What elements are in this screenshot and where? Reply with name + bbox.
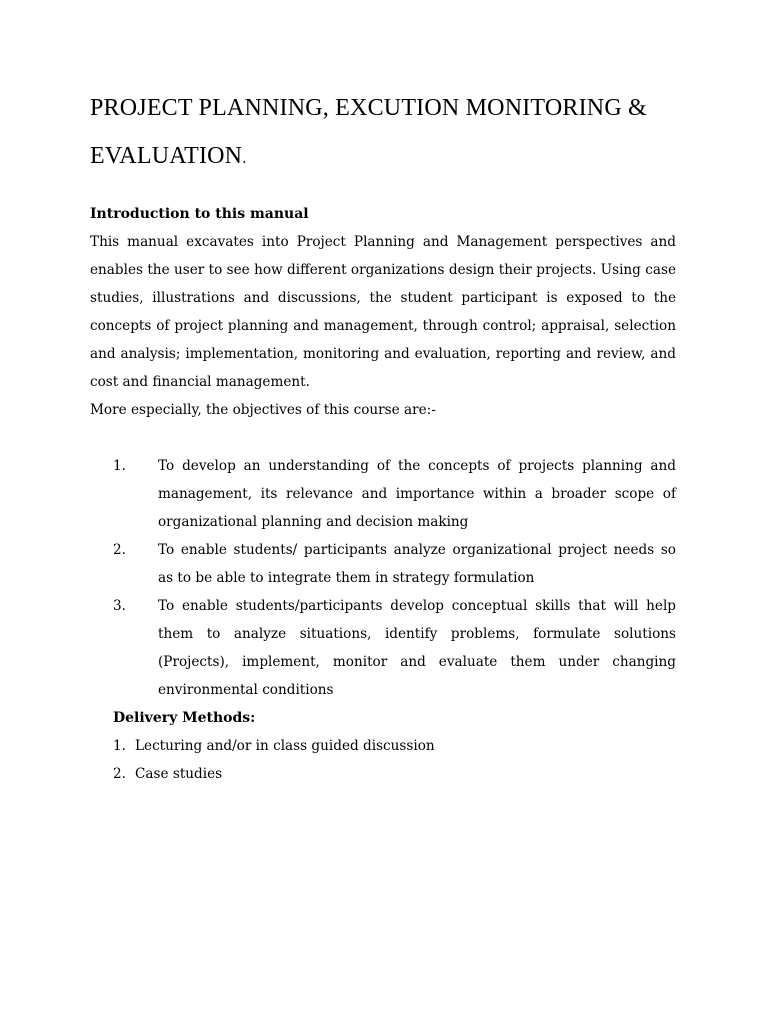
title-line-1: PROJECT PLANNING, EXCUTION MONITORING & <box>90 95 647 121</box>
delivery-number: 1. <box>113 738 126 754</box>
objective-item <box>0 536 768 592</box>
objective-item <box>0 592 768 704</box>
delivery-text: Case studies <box>135 766 223 782</box>
delivery-methods-list <box>0 732 768 788</box>
delivery-item <box>0 732 768 760</box>
objective-number: 2. <box>113 542 126 558</box>
objective-text: To develop an understanding of the concepts of projects planning and management, its relevance and importance within a broader scope of organizational planning and decision making <box>158 458 676 530</box>
delivery-item <box>0 760 768 788</box>
delivery-text: Lecturing and/or in class guided discussion <box>135 738 435 754</box>
intro-heading: Introduction to this manual <box>90 206 309 222</box>
title-period: . <box>242 150 247 167</box>
document-title <box>90 84 690 183</box>
objective-number: 3. <box>113 598 126 614</box>
delivery-heading: Delivery Methods: <box>113 710 256 726</box>
objective-text: To enable students/participants develop conceptual skills that will help them to analyze situations, identify problems, formulate solutions (Projects), implement, monitor and evaluate them under changing environmental conditions <box>158 598 676 698</box>
objectives-list <box>0 452 768 704</box>
objective-number: 1. <box>113 458 126 474</box>
delivery-number: 2. <box>113 766 126 782</box>
intro-paragraph: This manual excavates into Project Planning and Management perspectives and enables the user to see how different organizations design their projects. Using case studies, illustrations and discussions, the student participant is exposed to the concepts of project planning and management, through control; appraisal, selection and analysis; implementation, monitoring and evaluation, reporting and review, and cost and financial management. <box>90 234 676 390</box>
objectives-lead: More especially, the objectives of this course are:- <box>90 402 436 418</box>
objective-item <box>0 452 768 536</box>
title-line-2: EVALUATION <box>90 143 243 169</box>
objective-text: To enable students/ participants analyze organizational project needs so as to be able to integrate them in strategy formulation <box>158 542 676 586</box>
